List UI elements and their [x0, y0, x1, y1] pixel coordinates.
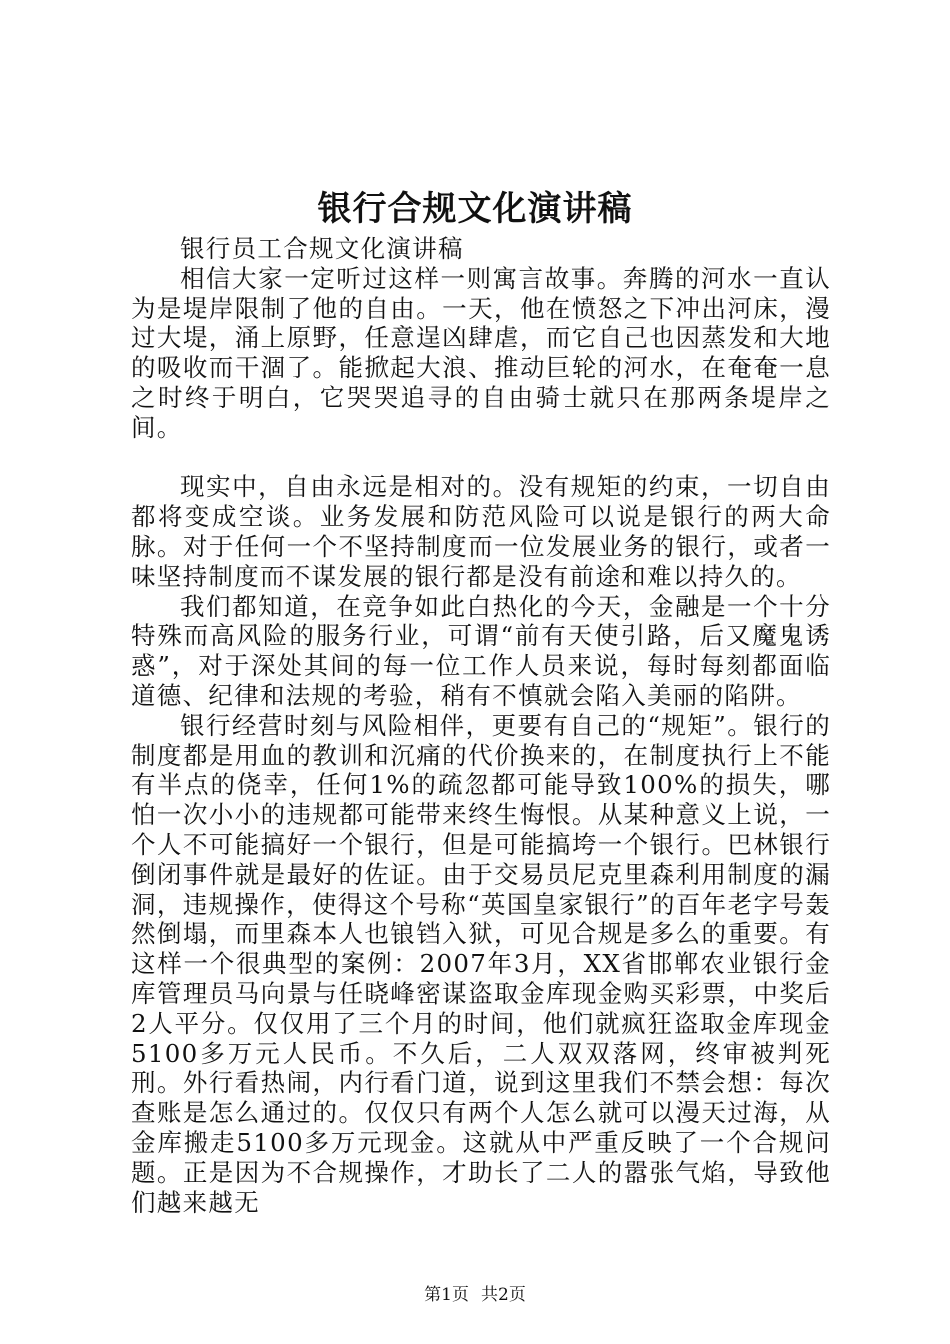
page-number: 第1页 — [424, 1285, 469, 1305]
body-paragraph: 银行经营时刻与风险相伴，更要有自己的“规矩”。银行的制度都是用血的教训和沉痛的代价换来的，在制度执行上不能有半点的侥幸，任何1%的疏忽都可能导致100%的损失，哪怕一次小小的违规都可能带来终生悔恨。从某种意义上说，一个人不可能搞好一个银行，但是可能搞垮一个银行。巴林银行倒闭事件就是最好的佐证。由于交易员尼克里森利用制度的漏洞，违规操作，使得这个号称“英国皇家银行”的百年老字号轰然倒塌，而里森本人也锒铛入狱，可见合规是多么的重要。有这样一个很典型的案例：2007年3月，XX省邯郸农业银行金库管理员马向景与任晓峰密谋盗取金库现金购买彩票，中奖后2人平分。仅仅用了三个月的时间，他们就疯狂盗取金库现金5100多万元人民币。不久后，二人双双落网，终审被判死刑。外行看热闹，内行看门道，说到这里我们不禁会想：每次查账是怎么通过的。仅仅只有两个人怎么就可以漫天过海，从金库搬走5100多万元现金。这就从中严重反映了一个合规问题。正是因为不合规操作，才助长了二人的嚣张气焰，导致他们越来越无 — [131, 710, 831, 1217]
body-paragraph: 我们都知道，在竞争如此白热化的今天，金融是一个十分特殊而高风险的服务行业，可谓“前有天使引路，后又魔鬼诱惑”，对于深处其间的每一位工作人员来说，每时每刻都面临道德、纪律和法规的考验，稍有不慎就会陷入美丽的陷阱。 — [131, 591, 831, 710]
body-paragraph: 相信大家一定听过这样一则寓言故事。奔腾的河水一直认为是堤岸限制了他的自由。一天，他在愤怒之下冲出河床，漫过大堤，涌上原野，任意逞凶肆虐，而它自己也因蒸发和大地的吸收而干涸了。能掀起大浪、推动巨轮的河水，在奄奄一息之时终于明白，它哭哭追寻的自由骑士就只在那两条堤岸之间。 — [131, 263, 831, 442]
document-title: 银行合规文化演讲稿 — [317, 189, 633, 229]
document-body — [131, 234, 831, 1217]
body-paragraph: 现实中，自由永远是相对的。没有规矩的约束，一切自由都将变成空谈。业务发展和防范风险可以说是银行的两大命脉。对于任何一个不坚持制度而一位发展业务的银行，或者一味坚持制度而不谋发展的银行都是没有前途和难以持久的。 — [131, 472, 831, 591]
page-total: 共2页 — [481, 1285, 526, 1305]
page-footer — [0, 1283, 950, 1307]
subtitle-paragraph: 银行员工合规文化演讲稿 — [180, 234, 464, 263]
blank-line — [131, 443, 831, 473]
